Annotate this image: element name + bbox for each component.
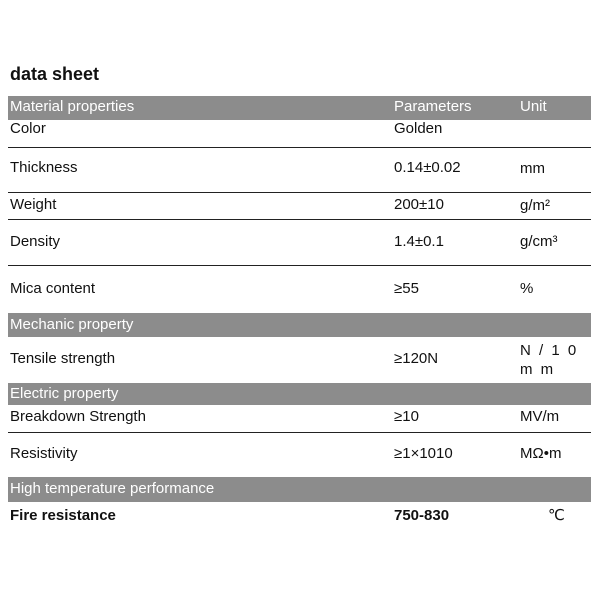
row-unit: mm — [520, 160, 545, 177]
row-value: 0.14±0.02 — [394, 159, 461, 176]
row-value: 1.4±0.1 — [394, 233, 444, 250]
row-property: Mica content — [10, 280, 96, 297]
table-row — [8, 502, 591, 530]
section-title: Electric property — [10, 385, 119, 402]
row-unit: g/cm³ — [520, 233, 558, 250]
row-property: Density — [10, 233, 61, 250]
page-title: data sheet — [10, 64, 100, 84]
section-header-electric — [8, 383, 591, 405]
data-sheet-table — [8, 96, 591, 530]
table-row — [8, 433, 591, 477]
row-unit: g/m² — [520, 197, 550, 214]
table-row — [8, 220, 591, 266]
section-title: High temperature performance — [10, 480, 215, 497]
row-value: 750-830 — [394, 507, 450, 524]
row-property: Thickness — [10, 159, 78, 176]
table-row — [8, 405, 591, 433]
row-value: ≥1×1010 — [394, 445, 453, 462]
table-row — [8, 148, 591, 193]
table-row — [8, 193, 591, 220]
row-property: Tensile strength — [10, 350, 116, 367]
row-property: Weight — [10, 196, 57, 213]
row-value: Golden — [394, 120, 443, 137]
section-header-mechanic — [8, 313, 591, 337]
section-title: Mechanic property — [10, 316, 134, 333]
header-parameters: Parameters — [394, 98, 472, 115]
table-row — [8, 120, 591, 148]
row-property: Color — [10, 120, 46, 137]
row-unit: MV/m — [520, 408, 560, 425]
row-unit: % — [520, 280, 534, 297]
row-unit: MΩ•m — [520, 445, 562, 462]
row-value: ≥120N — [394, 350, 439, 367]
row-property: Fire resistance — [10, 507, 116, 524]
table-row — [8, 266, 591, 313]
row-value: ≥10 — [394, 408, 419, 425]
header-unit: Unit — [520, 98, 547, 115]
row-value: 200±10 — [394, 196, 444, 213]
row-value: ≥55 — [394, 280, 419, 297]
row-property: Resistivity — [10, 445, 78, 462]
row-unit: ℃ — [548, 507, 565, 524]
row-property: Breakdown Strength — [10, 408, 146, 425]
row-unit: N / 1 0 m m — [520, 342, 579, 378]
section-header-temperature — [8, 477, 591, 502]
table-row — [8, 337, 591, 383]
header-material-properties: Material properties — [10, 98, 135, 115]
table-header-row — [8, 96, 591, 120]
